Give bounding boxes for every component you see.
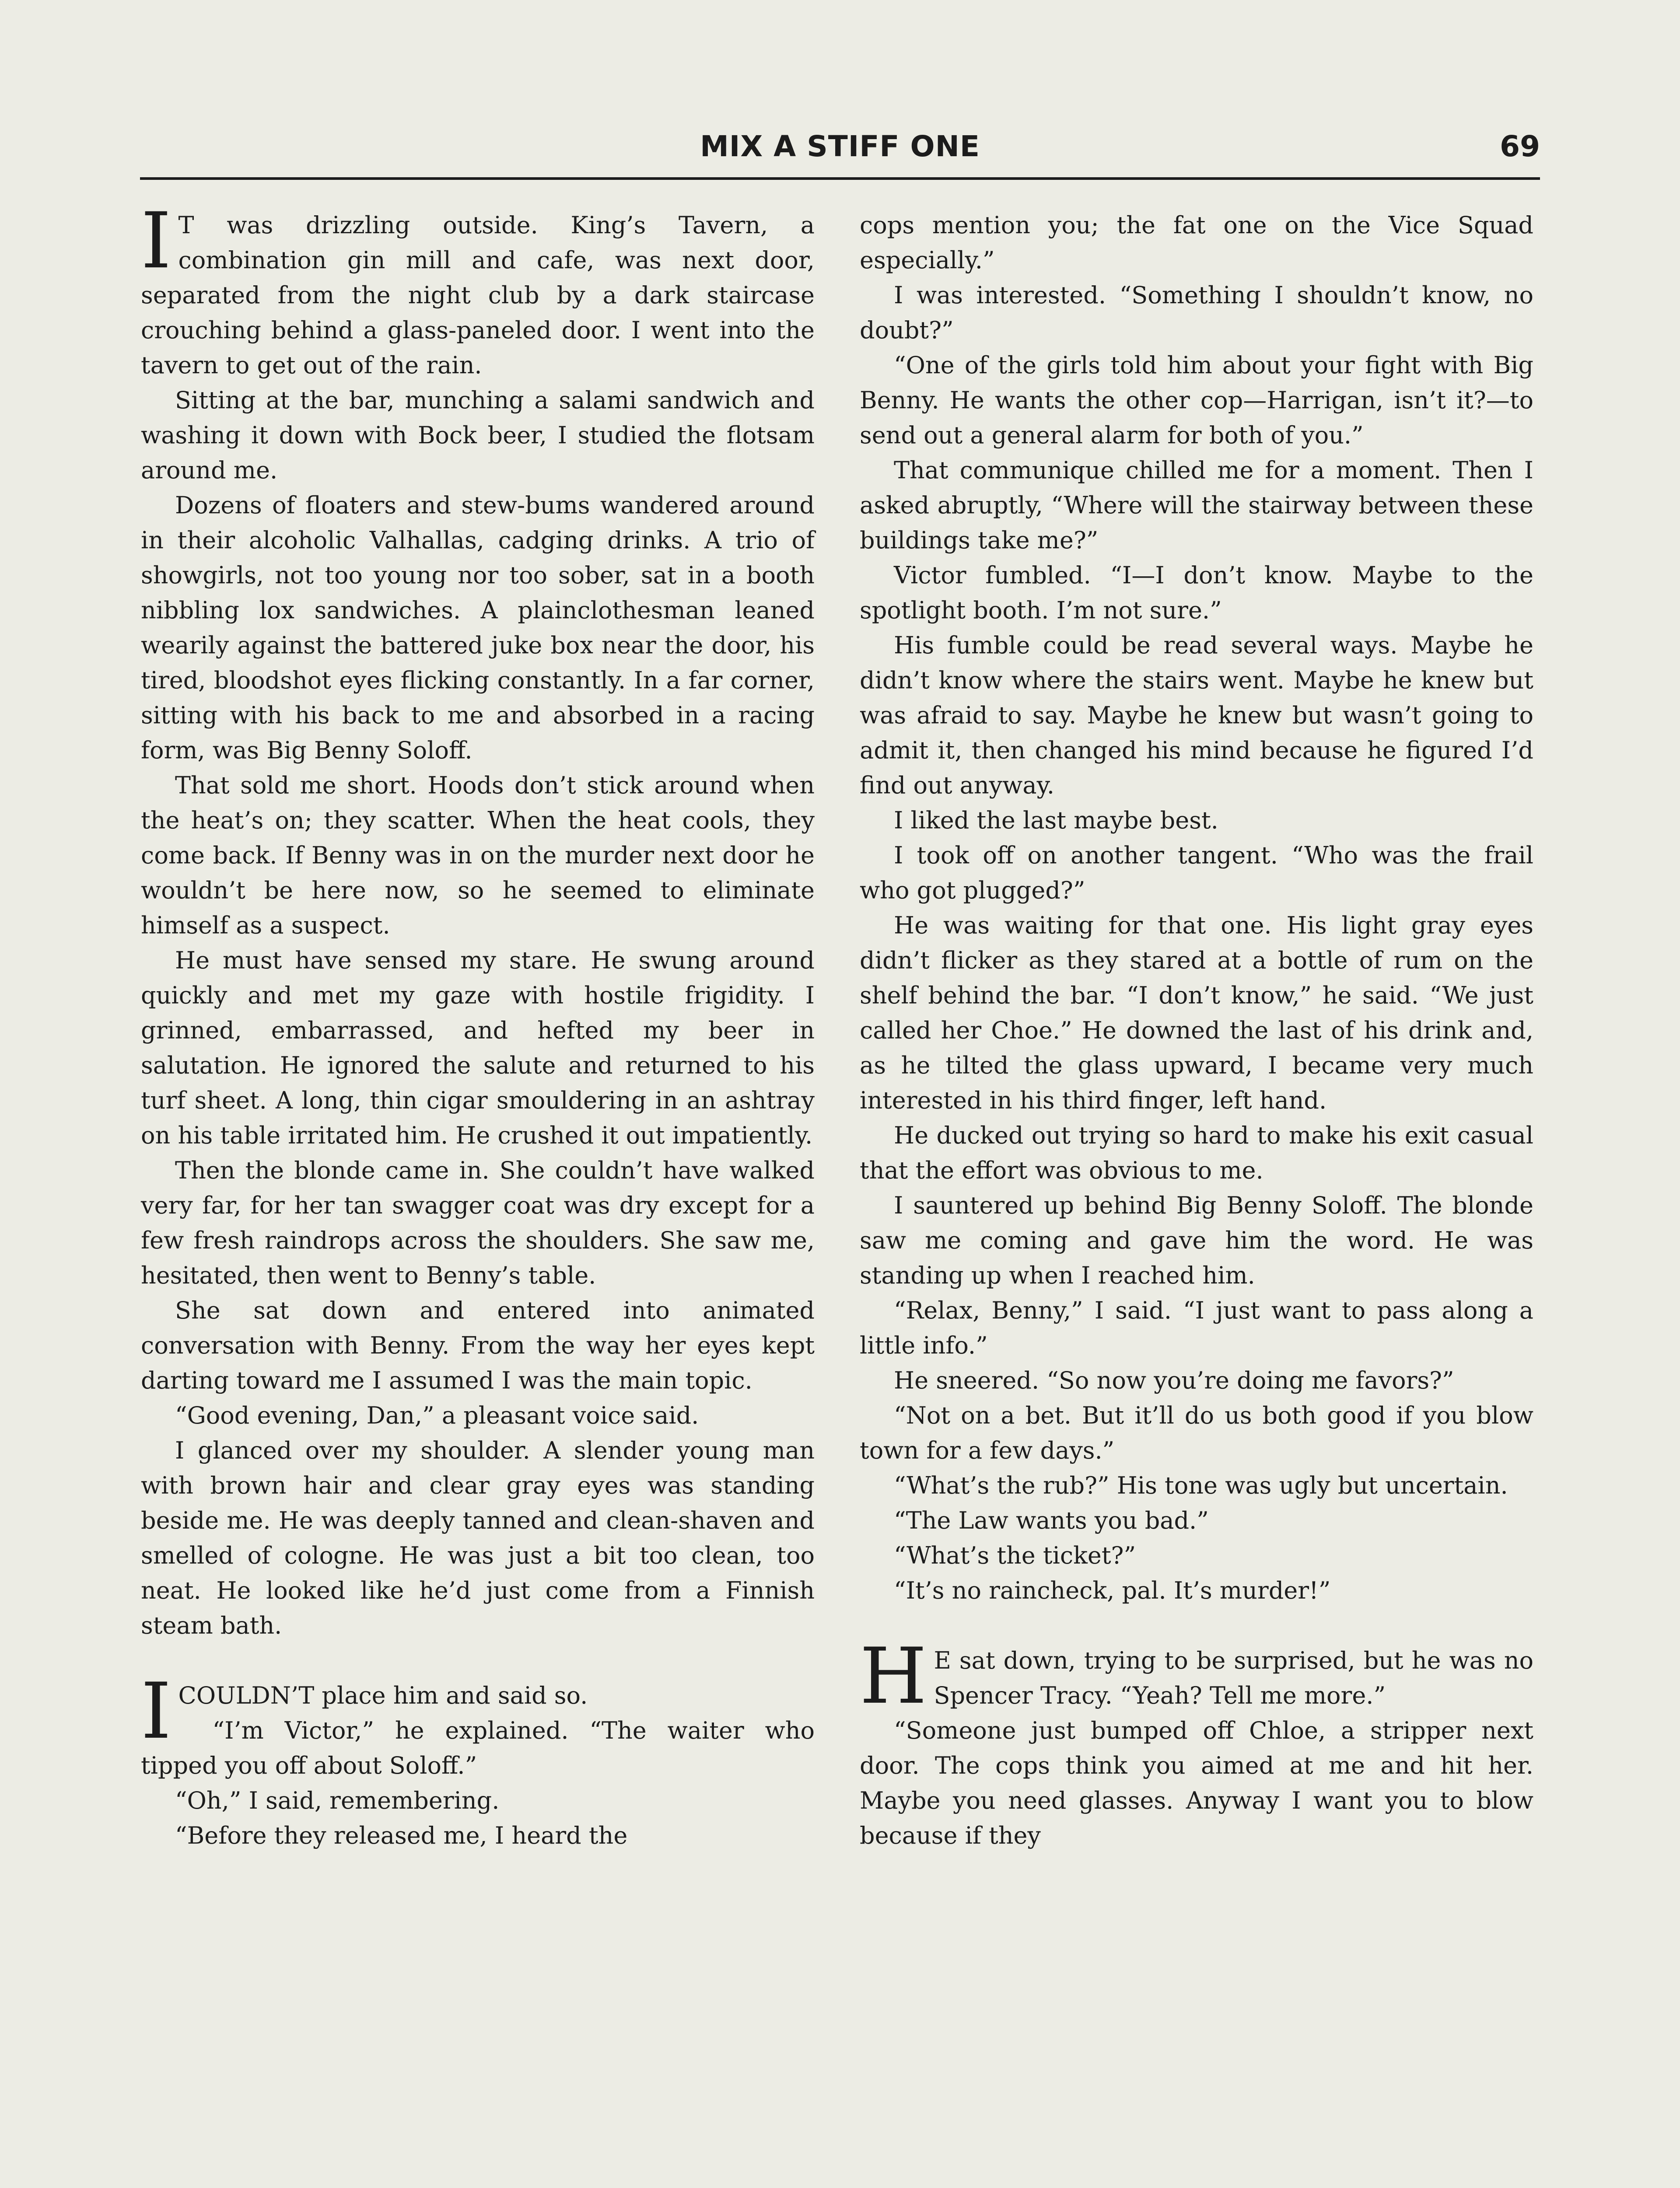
- paragraph: He ducked out trying so hard to make his exit casual that the effort was obvious to me.: [860, 1122, 1533, 1184]
- paragraph: Sitting at the bar, munching a salami sandwich and washing it down with Bock beer, I studied the flotsam around me.: [141, 386, 815, 484]
- running-header: [140, 127, 1540, 175]
- paragraph: Victor fumbled. “I—I don’t know. Maybe to the spotlight booth. I’m not sure.”: [860, 561, 1533, 624]
- paragraph: “The Law wants you bad.”: [894, 1507, 1209, 1534]
- paragraph: Dozens of floaters and stew-bums wandered around in their alcoholic Valhallas, cadging drinks. A trio of showgirls, not too young nor too sober, sat in a booth nibbling lox sandwiches. A plainclothesman leaned wearily against the battered juke box near the door, his tired, bloodshot eyes flicking constantly. In a far corner, sitting with his back to me and absorbed in a racing form, was Big Benny Soloff.: [141, 491, 815, 764]
- left-column: [141, 196, 815, 1853]
- section-break: [141, 1643, 815, 1678]
- paragraph: I sauntered up behind Big Benny Soloff. The blonde saw me coming and gave him the word. He was standing up when I reached him.: [860, 1192, 1533, 1289]
- drop-cap: I: [141, 1666, 172, 1756]
- drop-cap: H: [860, 1631, 927, 1721]
- paragraph: [860, 1631, 1533, 1721]
- right-column: [860, 208, 1533, 1853]
- paragraph: “Relax, Benny,” I said. “I just want to pass along a little info.”: [860, 1297, 1533, 1359]
- paragraph: He must have sensed my stare. He swung around quickly and met my gaze with hostile frigidity. I grinned, embarrassed, and hefted my beer in salutation. He ignored the salute and returned to his turf sheet. A long, thin cigar smouldering in an ashtray on his table irritated him. He crushed it out impatiently.: [141, 947, 815, 1149]
- paragraph: “I’m Victor,” he explained. “The waiter who tipped you off about Soloff.”: [141, 1717, 815, 1779]
- paragraph-text: COULDN’T place him and said so.: [178, 1682, 588, 1709]
- paragraph: He was waiting for that one. His light gray eyes didn’t flicker as they stared at a bottle of rum on the shelf behind the bar. “I don’t know,” he said. “We just called her Choe.” He downed the last of his drink and, as he tilted the glass upward, I became very much interested in his third finger, left hand.: [860, 912, 1533, 1114]
- paragraph-text: T was drizzling outside. King’s Tavern, a combination gin mill and cafe, was next door, separated from the night club by a dark staircase crouching behind a glass-paneled door. I went into the tavern to get out of the rain.: [141, 211, 815, 379]
- paragraph: [141, 196, 815, 383]
- running-title: MIX A STIFF ONE: [700, 130, 980, 163]
- paragraph: I took off on another tangent. “Who was the frail who got plugged?”: [860, 842, 1533, 904]
- paragraph: I glanced over my shoulder. A slender young man with brown hair and clear gray eyes was standing beside me. He was deeply tanned and clean-shaven and smelled of cologne. He was just a bit too clean, too neat. He looked like he’d just come from a Finnish steam bath.: [141, 1437, 815, 1639]
- paragraph: That sold me short. Hoods don’t stick around when the heat’s on; they scatter. When the heat cools, they come back. If Benny was in on the murder next door he wouldn’t be here now, so he seemed to eliminate himself as a suspect.: [141, 771, 815, 939]
- paragraph: “Oh,” I said, remembering.: [175, 1787, 500, 1814]
- paragraph: cops mention you; the fat one on the Vice Squad especially.”: [860, 211, 1533, 274]
- page-number: 69: [1500, 130, 1540, 163]
- paragraph: That communique chilled me for a moment. Then I asked abruptly, “Where will the stairway between these buildings take me?”: [860, 456, 1533, 554]
- paragraph: “Not on a bet. But it’ll do us both good if you blow town for a few days.”: [860, 1402, 1533, 1464]
- paragraph: “One of the girls told him about your fight with Big Benny. He wants the other cop—Harrigan, isn’t it?—to send out a general alarm for both of you.”: [860, 351, 1533, 449]
- paragraph: He sneered. “So now you’re doing me favors?”: [894, 1367, 1454, 1394]
- drop-cap: I: [141, 196, 172, 286]
- paragraph: “Someone just bumped off Chloe, a stripper next door. The cops think you aimed at me and hit her. Maybe you need glasses. Anyway I want you to blow because if they: [860, 1717, 1533, 1849]
- header-rule: [140, 177, 1540, 180]
- paragraph: I was interested. “Something I shouldn’t know, no doubt?”: [860, 281, 1533, 344]
- paragraph: Then the blonde came in. She couldn’t have walked very far, for her tan swagger coat was dry except for a few fresh raindrops across the shoulders. She saw me, hesitated, then went to Benny’s table.: [141, 1157, 815, 1289]
- paragraph: “What’s the rub?” His tone was ugly but uncertain.: [894, 1472, 1508, 1499]
- paragraph: “What’s the ticket?”: [894, 1542, 1136, 1569]
- paragraph: “Good evening, Dan,” a pleasant voice said.: [175, 1402, 699, 1429]
- section-break: [860, 1608, 1533, 1643]
- paragraph: His fumble could be read several ways. Maybe he didn’t know where the stairs went. Maybe he knew but was afraid to say. Maybe he knew but wasn’t going to admit it, then changed his mind because he figured I’d find out anyway.: [860, 631, 1533, 799]
- paragraph: I liked the last maybe best.: [894, 806, 1218, 834]
- paragraph-text: E sat down, trying to be surprised, but he was no Spencer Tracy. “Yeah? Tell me more.”: [934, 1647, 1533, 1709]
- paragraph: “It’s no raincheck, pal. It’s murder!”: [894, 1577, 1331, 1604]
- paragraph: “Before they released me, I heard the: [175, 1822, 628, 1849]
- paragraph: She sat down and entered into animated conversation with Benny. From the way her eyes kept darting toward me I assumed I was the main topic.: [141, 1297, 815, 1394]
